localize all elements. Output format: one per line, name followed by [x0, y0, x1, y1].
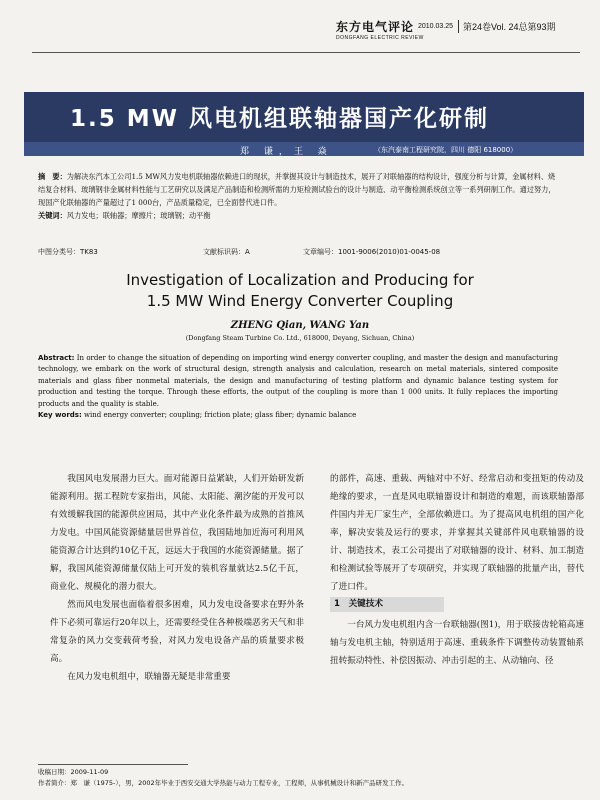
received-date: 收稿日期：2009-11-09 — [38, 768, 109, 776]
clc-number: 中图分类号：TK83 — [38, 248, 98, 256]
keywords-cn-text: 风力发电；联轴器；摩擦片；玻璃钢；动平衡 — [66, 211, 211, 220]
body-column-left — [50, 470, 304, 686]
journal-header — [300, 18, 590, 52]
section-heading — [330, 596, 584, 614]
authors-en: ZHENG Qian, WANG Yan — [230, 320, 370, 331]
author-bio: 作者简介：郑 谦（1975-），男，2002年毕业于西安交通大学热能与动力工程专业，工程师，从事机械设计和新产品研发工作。 — [38, 779, 409, 787]
title-en-line2: 1.5 MW Wind Energy Converter Coupling — [146, 292, 454, 310]
abstract-en-text: In order to change the situation of depending on importing wind energy converter coupling, and master the design and manufacturing technology, we embark on the work of structural design, strength analysis and calculation, research on metal materials, sintered composite materials and glass fiber nonmetal materials, the design and manufacturing of testing platform and dynamic balance testing system for production and testing the torque. Through these efforts, the output of the coupling is more than 1 000 units. It fully replaces the importing products and the quality is stable. — [38, 354, 558, 408]
abstract-en — [38, 353, 558, 421]
keywords-en-text: wind energy converter; coupling; friction plate; glass fiber; dynamic balance — [84, 411, 357, 420]
issue-date: 2010.03.25 — [418, 23, 454, 30]
affiliation-cn: （东汽泰南工程研究院，四川 德阳 618000） — [374, 146, 518, 154]
abstract-cn — [38, 170, 558, 222]
section-1-title: 1 关键技术 — [330, 597, 444, 612]
title-en — [40, 270, 560, 312]
body-paragraph: 的部件，高速、重载、两轴对中不好、经常启动和变扭矩的传动及絶缘的要求，一直是风电联轴器设计和制造的难题，而该联轴器部件国内并无厂家生产，全部依赖进口。为了提高风电机组的国产化率，解决安装及运行的要求，并掌握其关键部件风电联轴器的设计、制造技术，表工公司提出了对联轴器的设计、材料、加工制造和检测试验等展开了专项研究，并实现了联轴器的批量产出，替代了进口件。 — [330, 474, 584, 592]
header-divider — [32, 52, 580, 53]
keywords-cn-label: 关键词： — [38, 211, 67, 220]
article-number: 文章编号：1001-9006(2010)01-0045-08 — [303, 248, 441, 256]
affiliation-en: (Dongfang Steam Turbine Co. Ltd., 618000, Deyang, Sichuan, China) — [185, 334, 415, 342]
footnote-divider — [38, 764, 188, 765]
journal-logo: 东方电气评论 — [336, 20, 415, 34]
body-paragraph: 我国风电发展潜力巨大。面对能源日益紧缺，人们开始研发新能源利用。据工程院专家指出，风能、太阳能、潮汐能的开发可以有效缓解我国的能源供应困局，其中产业化条件最为成熟的首推风力发电。中国风能资源储量居世界首位，我国陆地加近海可利用风能资源合计达到约10亿千瓦，远远大于我国的水能资源储量。据了解，我国风能资源储量仅陆上可开发的装机容量就达2.5亿千瓦，商业化、规模化的潜力很大。 — [50, 474, 304, 592]
document-code: 文献标识码：A — [203, 248, 250, 256]
abstract-cn-text: 为解决东汽本工公司1.5 MW风力发电机联轴器依赖进口的现状，并掌握其设计与制造技术，展开了对联轴器的结构设计，强度分析与计算，金属材料、烧结复合材料、玻璃钢非金属材料性能与工艺研究以及满足产品制造和检测所需的力矩检测试验台的设计与制造、动平衡检测系统创立等一系列研制工作。通过努力，现国产化联轴器的产量超过了1 000台，产品质量稳定，已全面替代进口件。 — [38, 172, 556, 207]
journal-name-en: DONGFANG ELECTRIC REVIEW — [336, 35, 424, 41]
keywords-en-label: Key words: — [38, 411, 82, 420]
title-cn: 1.5 MW 风电机组联轴器国产化研制 — [70, 106, 490, 132]
body-column-right — [330, 470, 584, 670]
title-en-line1: Investigation of Localization and Producing for — [126, 271, 474, 289]
abstract-en-label: Abstract: — [38, 354, 75, 362]
body-paragraph: 然而风电发展也面临着很多困难，风力发电设备要求在野外条件下必须可靠运行20年以上，还需要经受住各种极端恶劣天气和非常复杂的风力交变载荷考验，对风力发电设备产品的质量要求极高。 — [50, 600, 304, 664]
issue-volume: 第24卷Vol. 24总第93期 — [458, 20, 556, 33]
body-paragraph: 一台风力发电机组内含一台联轴器(图1)，用于联接齿轮箱高速轴与发电机主轴，特别适用于高速、重载条件下调整传动装置轴系扭转振动特性、补偿因振动、冲击引起的主、从动轴向、径 — [330, 620, 584, 666]
authors-cn: 郑 谦，王 焱 — [240, 147, 333, 157]
abstract-cn-label: 摘 要： — [38, 172, 67, 181]
body-paragraph: 在风力发电机组中，联轴器无疑是非常重要 — [67, 672, 231, 682]
